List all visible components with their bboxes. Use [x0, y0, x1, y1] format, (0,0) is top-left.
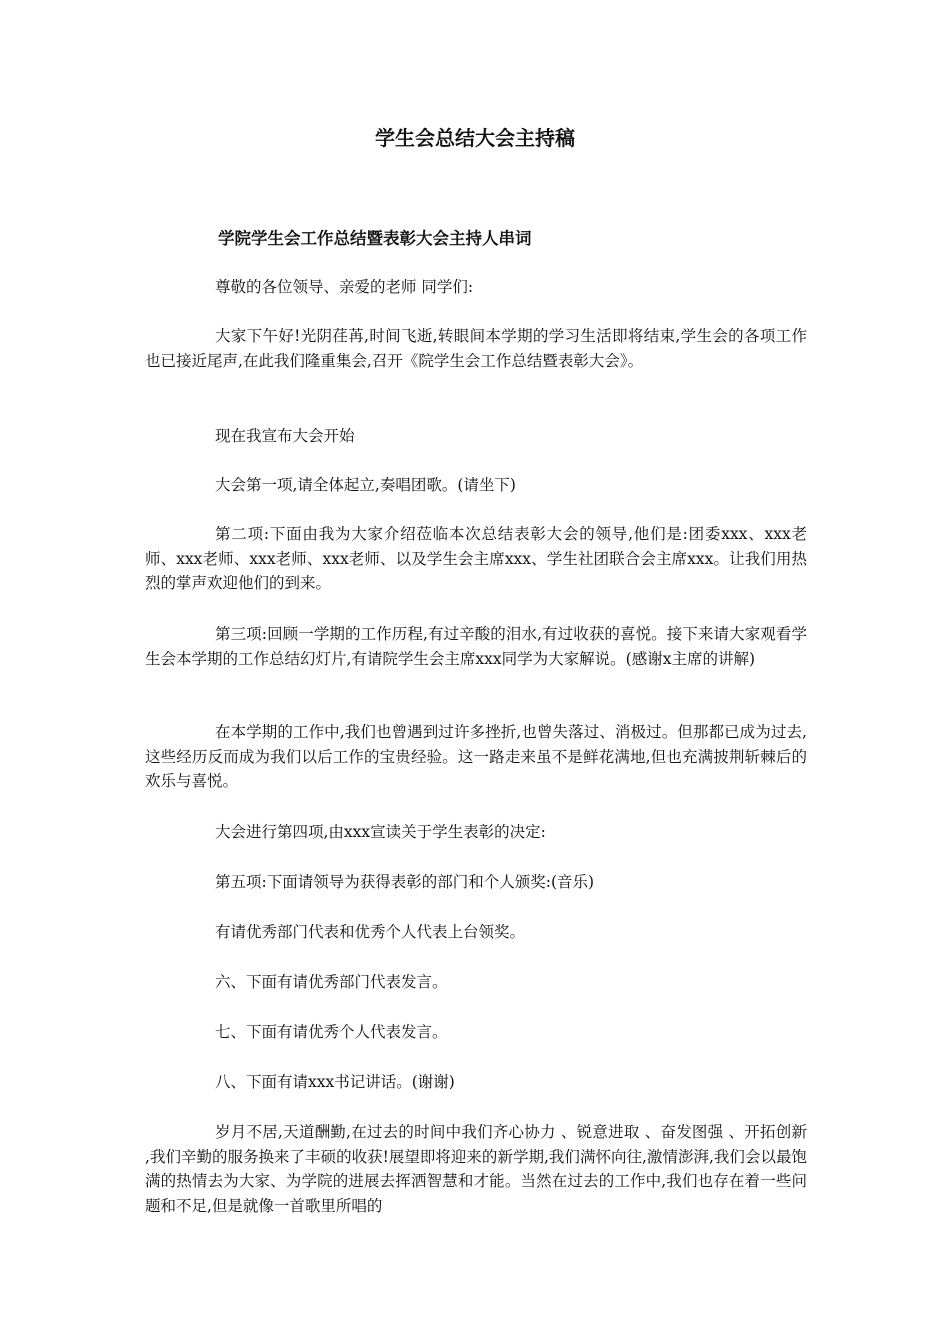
paragraph-opening: 大家下午好!光阴荏苒,时间飞逝,转眼间本学期的学习生活即将结束,学生会的各项工作也已接近尾声,在此我们隆重集会,召开《院学生会工作总结暨表彰大会》。 [145, 327, 807, 370]
paragraph-greeting: 尊敬的各位领导、亲爱的老师 同学们: [215, 278, 474, 296]
paragraph-item-7: 七、下面有请优秀个人代表发言。 [215, 1023, 448, 1041]
paragraph-item-1: 大会第一项,请全体起立,奏唱团歌。(请坐下) [215, 476, 516, 494]
document-title: 学生会总结大会主持稿 [375, 126, 575, 150]
paragraph-award-invite: 有请优秀部门代表和优秀个人代表上台领奖。 [215, 923, 526, 941]
paragraph-item-8: 八、下面有请xxx书记讲话。(谢谢) [215, 1073, 455, 1091]
paragraph-announce-start: 现在我宣布大会开始 [215, 427, 355, 445]
paragraph-item-3: 第三项:回顾一学期的工作历程,有过辛酸的泪水,有过收获的喜悦。接下来请大家观看学生会本学期的工作总结幻灯片,有请院学生会主席xxx同学为大家解说。(感谢x主席的讲解) [145, 625, 807, 668]
paragraph-closing: 岁月不居,天道酬勤,在过去的时间中我们齐心协力 、锐意进取 、奋发图强 、开拓创新 ,我们辛勤的服务换来了丰硕的收获!展望即将迎来的新学期,我们满怀向往,激情澎湃,我们会以最饱满的热情去为大家、为学院的进展去挥洒智慧和才能。当然在过去的工作中,我们也存在着一些问题和不足,但是就像一首歌里所唱的 [145, 1123, 807, 1215]
paragraph-item-6: 六、下面有请优秀部门代表发言。 [215, 973, 448, 991]
paragraph-reflection: 在本学期的工作中,我们也曾遇到过许多挫折,也曾失落过、消极过。但那都已成为过去,这些经历反而成为我们以后工作的宝贵经验。这一路走来虽不是鲜花满地,但也充满披荆斩棘后的欢乐与喜悦。 [145, 723, 807, 790]
document-subtitle: 学院学生会工作总结暨表彰大会主持人串词 [218, 229, 532, 248]
paragraph-item-4: 大会进行第四项,由xxx宣读关于学生表彰的决定: [215, 823, 546, 841]
paragraph-item-2: 第二项:下面由我为大家介绍莅临本次总结表彰大会的领导,他们是:团委xxx、xxx老师、xxx老师、xxx老师、xxx老师、以及学生会主席xxx、学生社团联合会主席xxx。让我们用热烈的掌声欢迎他们的到来。 [145, 525, 807, 592]
paragraph-item-5: 第五项:下面请领导为获得表彰的部门和个人颁奖:(音乐) [215, 873, 595, 891]
